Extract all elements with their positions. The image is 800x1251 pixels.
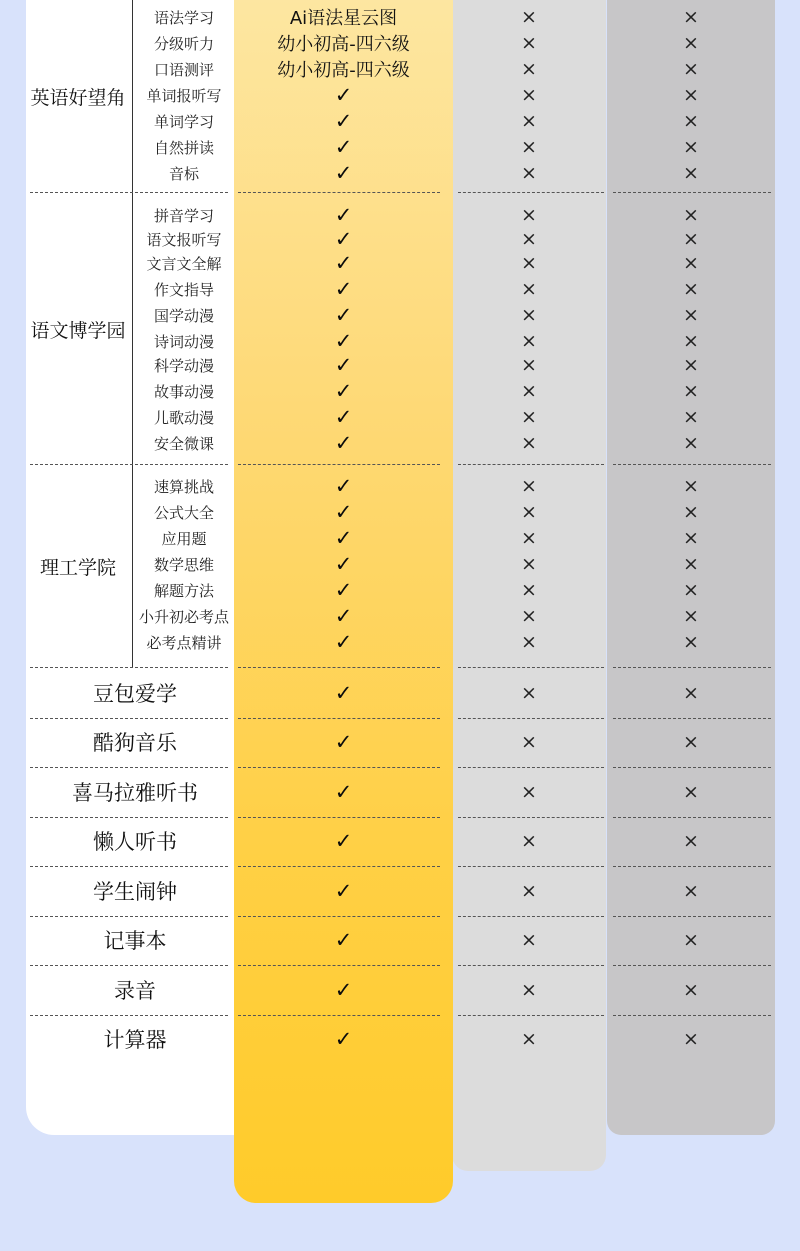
feature-name: 单词报听写	[146, 86, 222, 105]
feature-name: 喜马拉雅听书	[72, 780, 198, 805]
feature-name: 豆包爱学	[93, 681, 177, 706]
feature-name: 语法学习	[153, 8, 214, 27]
feature-name: 国学动漫	[153, 306, 214, 325]
competitor-2-value: ×	[683, 681, 699, 704]
feature-name: 作文指导	[153, 280, 214, 299]
table-row	[0, 525, 800, 551]
table-row	[0, 767, 800, 817]
competitor-2-value: ×	[683, 475, 699, 497]
competitor-1-value: ×	[521, 830, 537, 853]
own-product-value: ✓	[334, 83, 353, 107]
competitor-2-value: ×	[683, 605, 699, 627]
competitor-2-value: ×	[683, 84, 699, 106]
row-separator	[238, 464, 440, 465]
table-row	[0, 108, 800, 134]
table-row	[0, 4, 800, 30]
feature-name: 拼音学习	[153, 206, 214, 225]
competitor-1-value: ×	[521, 929, 537, 952]
competitor-2-value: ×	[683, 406, 699, 428]
own-product-value: ✓	[334, 1027, 353, 1052]
table-row	[0, 866, 800, 916]
own-product-value: ✓	[334, 928, 353, 953]
table-row	[0, 250, 800, 276]
competitor-1-value: ×	[521, 579, 537, 601]
own-product-value: ✓	[334, 277, 353, 301]
competitor-2-value: ×	[683, 501, 699, 523]
feature-name: 自然拼读	[153, 138, 214, 157]
table-row	[0, 718, 800, 768]
own-product-value: ✓	[334, 135, 353, 159]
competitor-1-value: ×	[521, 58, 537, 80]
competitor-1-value: ×	[521, 136, 537, 158]
competitor-1-value: ×	[521, 475, 537, 497]
feature-name: 故事动漫	[153, 382, 214, 401]
competitor-1-value: ×	[521, 228, 537, 250]
competitor-1-value: ×	[521, 252, 537, 274]
table-row	[0, 134, 800, 160]
category-label: 语文博学园	[30, 319, 126, 342]
own-product-value: ✓	[334, 161, 353, 185]
competitor-2-value: ×	[683, 731, 699, 754]
competitor-1-value: ×	[521, 432, 537, 454]
table-row	[0, 30, 800, 56]
row-separator	[30, 192, 228, 193]
competitor-2-value: ×	[683, 780, 699, 803]
table-row	[0, 160, 800, 186]
own-product-value: ✓	[334, 353, 353, 377]
competitor-1-value: ×	[521, 731, 537, 754]
competitor-2-value: ×	[683, 228, 699, 250]
table-row	[0, 1015, 800, 1065]
own-product-value: ✓	[334, 578, 353, 602]
competitor-1-value: ×	[521, 84, 537, 106]
own-product-value: ✓	[334, 630, 353, 654]
own-product-value: ✓	[334, 303, 353, 327]
table-row	[0, 352, 800, 378]
competitor-1-value: ×	[521, 501, 537, 523]
competitor-1-value: ×	[521, 278, 537, 300]
competitor-2-value: ×	[683, 6, 699, 28]
competitor-2-value: ×	[683, 304, 699, 326]
own-product-value: ✓	[334, 474, 353, 498]
own-product-value: ✓	[334, 431, 353, 455]
table-row	[0, 577, 800, 603]
own-product-value: ✓	[334, 829, 353, 854]
table-row	[0, 378, 800, 404]
table-row	[0, 82, 800, 108]
competitor-1-value: ×	[521, 162, 537, 184]
feature-name: 酷狗音乐	[93, 731, 177, 756]
feature-name: 分级听力	[153, 34, 214, 53]
competitor-1-value: ×	[521, 354, 537, 376]
feature-name: 数学思维	[153, 555, 214, 574]
row-separator	[613, 192, 771, 193]
own-product-value: ✓	[334, 405, 353, 429]
own-product-value: ✓	[334, 680, 353, 705]
table-row	[0, 817, 800, 867]
competitor-2-value: ×	[683, 631, 699, 653]
competitor-2-value: ×	[683, 1028, 699, 1051]
table-row	[0, 916, 800, 966]
competitor-1-value: ×	[521, 304, 537, 326]
competitor-1-value: ×	[521, 631, 537, 653]
competitor-1-value: ×	[521, 780, 537, 803]
own-product-value: ✓	[334, 604, 353, 628]
feature-name: 速算挑战	[153, 477, 214, 496]
own-product-value: 幼小初高-四六级	[277, 34, 410, 55]
table-row	[0, 629, 800, 655]
feature-name: 小升初必考点	[138, 607, 229, 626]
own-product-value: ✓	[334, 227, 353, 251]
feature-name: 必考点精讲	[146, 633, 222, 652]
table-row	[0, 404, 800, 430]
feature-name: 口语测评	[153, 60, 214, 79]
competitor-2-value: ×	[683, 830, 699, 853]
feature-name: 科学动漫	[153, 356, 214, 375]
competitor-1-value: ×	[521, 527, 537, 549]
own-product-value: ✓	[334, 977, 353, 1002]
competitor-2-value: ×	[683, 553, 699, 575]
feature-name: 计算器	[103, 1028, 167, 1053]
competitor-2-value: ×	[683, 432, 699, 454]
feature-name: 记事本	[103, 929, 167, 954]
competitor-1-value: ×	[521, 204, 537, 226]
own-product-value: ✓	[334, 379, 353, 403]
own-product-value: 幼小初高-四六级	[277, 60, 410, 81]
feature-name: 文言文全解	[146, 254, 222, 273]
competitor-1-value: ×	[521, 553, 537, 575]
feature-name: 诗词动漫	[153, 332, 214, 351]
category-label: 英语好望角	[30, 86, 126, 109]
competitor-2-value: ×	[683, 162, 699, 184]
competitor-2-value: ×	[683, 58, 699, 80]
own-product-value: ✓	[334, 730, 353, 755]
feature-name: 录音	[114, 978, 156, 1003]
table-row	[0, 668, 800, 718]
competitor-1-value: ×	[521, 879, 537, 902]
competitor-1-value: ×	[521, 330, 537, 352]
own-product-value: ✓	[334, 779, 353, 804]
own-product-value: Ai语法星云图	[289, 8, 398, 29]
feature-name: 单词学习	[153, 112, 214, 131]
competitor-2-value: ×	[683, 204, 699, 226]
competitor-1-value: ×	[521, 605, 537, 627]
table-row	[0, 302, 800, 328]
competitor-2-value: ×	[683, 579, 699, 601]
feature-name: 公式大全	[153, 503, 214, 522]
competitor-2-value: ×	[683, 136, 699, 158]
row-separator	[458, 464, 604, 465]
competitor-1-value: ×	[521, 32, 537, 54]
own-product-value: ✓	[334, 109, 353, 133]
competitor-2-value: ×	[683, 380, 699, 402]
table-row	[0, 473, 800, 499]
feature-name: 学生闹钟	[93, 879, 177, 904]
competitor-1-value: ×	[521, 6, 537, 28]
competitor-2-value: ×	[683, 354, 699, 376]
competitor-2-value: ×	[683, 32, 699, 54]
own-product-value: ✓	[334, 329, 353, 353]
competitor-2-value: ×	[683, 978, 699, 1001]
competitor-1-value: ×	[521, 406, 537, 428]
own-product-value: ✓	[334, 500, 353, 524]
feature-name: 安全微课	[153, 434, 214, 453]
table-row	[0, 430, 800, 456]
table-row	[0, 965, 800, 1015]
competitor-2-value: ×	[683, 929, 699, 952]
feature-name: 懒人听书	[93, 830, 177, 855]
table-row	[0, 603, 800, 629]
competitor-1-value: ×	[521, 380, 537, 402]
competitor-2-value: ×	[683, 527, 699, 549]
row-separator	[238, 192, 440, 193]
own-product-value: ✓	[334, 526, 353, 550]
table-row	[0, 202, 800, 228]
feature-name: 解题方法	[153, 581, 214, 600]
row-separator	[458, 192, 604, 193]
competitor-1-value: ×	[521, 1028, 537, 1051]
competitor-2-value: ×	[683, 252, 699, 274]
table-row	[0, 551, 800, 577]
own-product-value: ✓	[334, 878, 353, 903]
table-row	[0, 328, 800, 354]
competitor-1-value: ×	[521, 110, 537, 132]
feature-name: 儿歌动漫	[153, 408, 214, 427]
competitor-2-value: ×	[683, 330, 699, 352]
competitor-1-value: ×	[521, 978, 537, 1001]
feature-name: 语文报听写	[146, 230, 222, 249]
row-separator	[30, 464, 228, 465]
table-row	[0, 226, 800, 252]
competitor-2-value: ×	[683, 110, 699, 132]
category-label: 理工学院	[39, 556, 116, 579]
competitor-1-value: ×	[521, 681, 537, 704]
table-row	[0, 499, 800, 525]
own-product-value: ✓	[334, 251, 353, 275]
own-product-value: ✓	[334, 552, 353, 576]
feature-name: 应用题	[161, 529, 207, 548]
competitor-2-value: ×	[683, 879, 699, 902]
competitor-2-value: ×	[683, 278, 699, 300]
table-row	[0, 56, 800, 82]
own-product-value: ✓	[334, 203, 353, 227]
row-separator	[613, 464, 771, 465]
table-row	[0, 276, 800, 302]
feature-name: 音标	[168, 164, 199, 183]
